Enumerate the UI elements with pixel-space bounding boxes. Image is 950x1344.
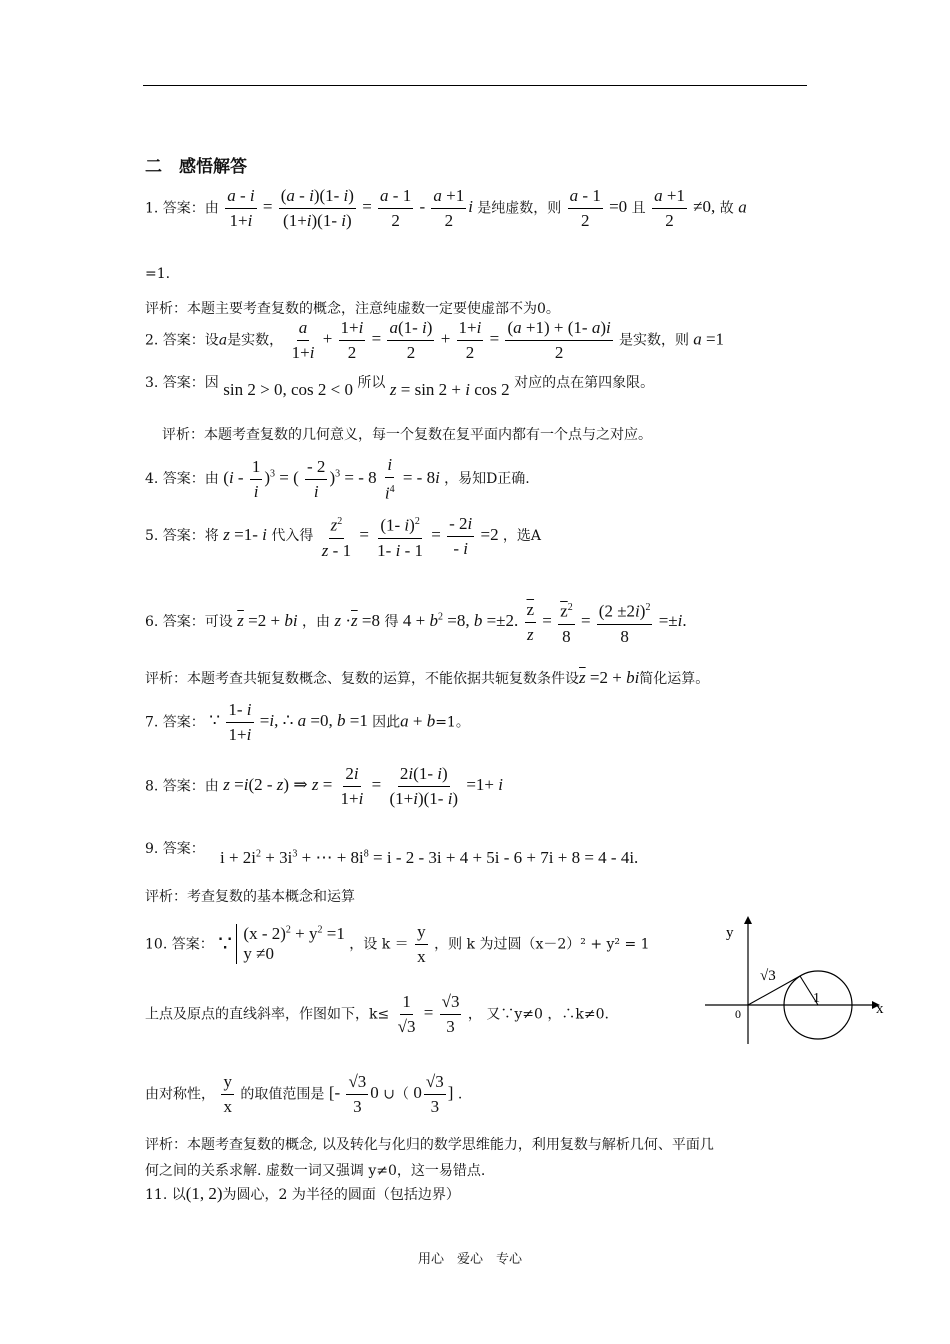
comment-10-line2: 何之间的关系求解. 虚数一词又强调 y≠0，这一易错点. [145, 1163, 486, 1179]
header-rule [143, 85, 807, 86]
q9-equation: $i + 2i^2 + 3i^3$ + ⋯ + $8i^8 = i - 2 - 3i + 4 + 5i - 6 + 7i + 8 = 4 - 4i$. [220, 848, 639, 867]
radius-label: 1 [813, 991, 820, 1006]
comment-3: 评析：本题考查复数的几何意义，每一个复数在复平面内都有一个点与之对应。 [162, 427, 652, 443]
comment-6: 评析：本题考查共轭复数概念、复数的运算，不能依据共轭复数条件设$\overline{z} =2$ + bi简化运算。 [145, 668, 710, 687]
question-3: 3. 答案：因 sin 2 > 0, cos 2 < 0 所以 z = sin 2 + i cos 2 对应的点在第四象限。 [145, 375, 655, 399]
slope-label: √3 [760, 968, 776, 984]
question-11: 11. 以(1, 2)为圆心，2 为半径的圆面（包括边界） [145, 1184, 460, 1203]
question-9: 9. 答案： [145, 841, 205, 857]
page-footer: 用心 爱心 专心 [418, 1252, 523, 1267]
q1-mid: 是纯虚数，则 [477, 200, 562, 217]
question-6: 6. 答案：可设 $\overline{z} =2$ + bi ，由 $z \cdot\overline{z} =8$ 得 $4 + b^2 =8$, b =±2. $\frac{\overline{z}}{z}$ = $\frac{\overline{z}^2}{8}$ = $\frac{(2 \pm 2i)^2}{8}$ =±i. [145, 599, 687, 646]
comment-1: 评析：本题主要考查复数的概念，注意纯虚数一定要使虚部不为0。 [145, 301, 560, 317]
q10-line2: 上点及原点的直线斜率，作图如下，k≤ $\frac{1}{√3}$ = $\frac{√3}{3}$ ， 又∵y≠0 ，∴k≠0. [145, 992, 609, 1036]
q1-continuation: =1. [145, 266, 171, 282]
question-1: 1. 答案：由 $\frac{a - i}{1+i}$ = $\frac{(a - i)(1- i)}{(1+i)(1- i)}$ = $\frac{a - 1}{2}$ - $\frac{a +1}{2}$ i 是纯虚数，则 $\frac{a - 1}{2}$ =0 且 $\frac{a +1}{2}$ ≠0, 故 a [145, 186, 747, 230]
question-2: 2. 答案：设a是实数， $\frac{a}{1+i}$ + $\frac{1+i}{2}$ = $\frac{a(1- i)}{2}$ + $\frac{1+i}{2}$ = $\frac{(a +1) + (1- a)i}{2}$ 是实数，则 a =1 [145, 318, 725, 362]
y-axis-label: y [726, 925, 734, 941]
section-title: 二 感悟解答 [145, 157, 247, 177]
x-axis-label: x [876, 1001, 884, 1017]
q1-and: 且 [631, 200, 646, 217]
comment-10-line1: 评析：本题考查复数的概念, 以及转化与化归的数学思维能力，利用复数与解析几何、平面几 [145, 1137, 714, 1153]
comment-9: 评析：考查复数的基本概念和运算 [145, 889, 355, 905]
origin-label: 0 [735, 1007, 741, 1021]
question-8: 8. 答案：由 z =i(2 - z) ⇒ z = $\frac{2i}{1+i}$ = $\frac{2i(1- i)}{(1+i)(1- i)}$ =1+ i [145, 764, 504, 808]
question-10: 10. 答案： ∵ $(x - 2)^2 + y^2 =1$ y ≠0 ，设 k ＝ $\frac{y}{x}$ ，则 k 为过圆（x－2）² + y² = 1 [145, 922, 650, 966]
question-7: 7. 答案： ∵ $\frac{1- i}{1+i}$ =i, ∴ a =0, b =1 因此a + b=1。 [145, 700, 470, 744]
question-5: 5. 答案：将 z =1- i 代入得 $\frac{z^2}{z - 1}$ = $\frac{(1- i)^2}{1- i - 1}$ = $\frac{- 2i}{- i}$ =2 ，选A [145, 513, 541, 560]
question-4: 4. 答案：由 (i - $\frac{1}{i}$ )$^3$ = ( $\frac{- 2}{i}$ )$^3$ = - 8 $\frac{i}{i^4}$ = - 8i ，易知D正确. [145, 455, 530, 503]
q1-therefore: 故 [719, 200, 734, 217]
q10-line3: 由对称性， $\frac{y}{x}$ 的取值范围是 [- $\frac{√3}{3}$ 0 ∪（ 0 $\frac{√3}{3}$ ] . [145, 1072, 463, 1116]
circle-diagram [700, 912, 890, 1052]
q1-prefix: 1. 答案：由 [145, 200, 219, 217]
q1-equation: $\frac{a - i}{1+i}$ = $\frac{(a - i)(1- i)}{(1+i)(1- i)}$ = $\frac{a - 1}{2}$ - $\frac{a +1}{2}$ i [227, 186, 473, 230]
y-axis-arrow [744, 916, 752, 924]
